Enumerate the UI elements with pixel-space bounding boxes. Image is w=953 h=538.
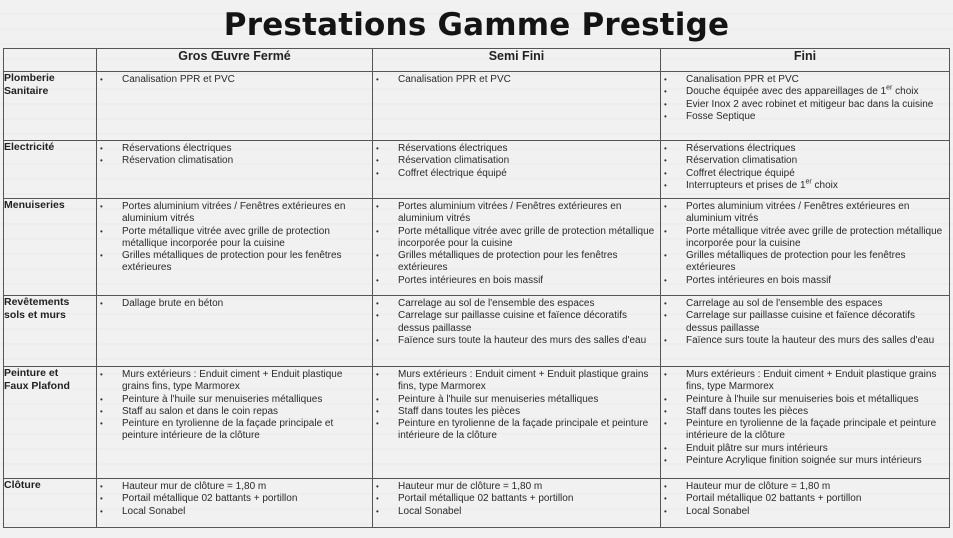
bullet-list bbox=[97, 199, 372, 275]
bullet-list bbox=[373, 479, 660, 518]
table-row-peinture bbox=[4, 367, 950, 479]
bullet-list bbox=[661, 199, 949, 287]
list-item: • Murs extérieurs : Enduit ciment + Enduit plastique grains fins, type Marmorex bbox=[97, 369, 372, 394]
row-label-peinture bbox=[4, 367, 97, 479]
bullet-list bbox=[661, 479, 949, 518]
list-item: • Portes aluminium vitrées / Fenêtres extérieures en aluminium vitrés bbox=[661, 201, 949, 226]
list-item: • Portes aluminium vitrées / Fenêtres extérieures en aluminium vitrés bbox=[97, 201, 372, 226]
list-item: • Enduit plâtre sur murs intérieurs bbox=[661, 443, 949, 455]
row-label-plomberie bbox=[4, 72, 97, 141]
header-corner-cell bbox=[4, 49, 97, 72]
list-item: • Faïence surs toute la hauteur des murs des salles d'eau bbox=[373, 335, 660, 347]
list-item: • Staff au salon et dans le coin repas bbox=[97, 406, 372, 418]
row-label-line: Plomberie bbox=[4, 72, 55, 84]
bullet-list bbox=[373, 141, 660, 180]
list-item: • Peinture à l'huile sur menuiseries métalliques bbox=[373, 394, 660, 406]
list-item: • Local Sonabel bbox=[373, 506, 660, 518]
list-item: • Carrelage sur paillasse cuisine et faïence décoratifs dessus paillasse bbox=[373, 310, 660, 335]
list-item: • Staff dans toutes les pièces bbox=[661, 406, 949, 418]
list-item: • Peinture Acrylique finition soignée sur murs intérieurs bbox=[661, 455, 949, 467]
cell-peinture-fini bbox=[661, 367, 950, 479]
bullet-list bbox=[373, 72, 660, 86]
row-label-line: sols et murs bbox=[4, 309, 66, 321]
list-item: • Faïence surs toute la hauteur des murs des salles d'eau bbox=[661, 335, 949, 347]
list-item: • Hauteur mur de clôture = 1,80 m bbox=[373, 481, 660, 493]
row-label-electricite bbox=[4, 141, 97, 199]
list-item: • Canalisation PPR et PVC bbox=[661, 74, 949, 86]
list-item: • Portail métallique 02 battants + portillon bbox=[373, 493, 660, 505]
table-row-menuiseries bbox=[4, 199, 950, 296]
list-item: • Dallage brute en béton bbox=[97, 298, 372, 310]
list-item: • Grilles métalliques de protection pour les fenêtres extérieures bbox=[373, 250, 660, 275]
table-row-plomberie bbox=[4, 72, 950, 141]
list-item: • Interrupteurs et prises de 1er choix bbox=[661, 180, 949, 192]
column-header-gros-oeuvre: Gros Œuvre Fermé bbox=[97, 49, 373, 72]
list-item: • Réservations électriques bbox=[661, 143, 949, 155]
row-label-revetements bbox=[4, 296, 97, 367]
bullet-list bbox=[373, 296, 660, 347]
cell-electricite-semi-fini bbox=[373, 141, 661, 199]
bullet-list bbox=[661, 296, 949, 347]
cell-electricite-fini bbox=[661, 141, 950, 199]
cell-plomberie-fini bbox=[661, 72, 950, 141]
bullet-list bbox=[661, 367, 949, 467]
list-item: • Murs extérieurs : Enduit ciment + Enduit plastique grains fins, type Marmorex bbox=[661, 369, 949, 394]
bullet-list bbox=[373, 367, 660, 443]
list-item: • Canalisation PPR et PVC bbox=[97, 74, 372, 86]
list-item: • Peinture en tyrolienne de la façade principale et peinture intérieure de la clôture bbox=[97, 418, 372, 443]
cell-revetements-semi-fini bbox=[373, 296, 661, 367]
cell-electricite-gros-oeuvre bbox=[97, 141, 373, 199]
table-row-revetements bbox=[4, 296, 950, 367]
list-item: • Grilles métalliques de protection pour les fenêtres extérieures bbox=[661, 250, 949, 275]
row-label-line: Clôture bbox=[4, 479, 41, 491]
row-label-line: Menuiseries bbox=[4, 199, 65, 211]
cell-cloture-semi-fini bbox=[373, 479, 661, 528]
row-label-line: Sanitaire bbox=[4, 85, 49, 97]
cell-peinture-semi-fini bbox=[373, 367, 661, 479]
row-label-line: Electricité bbox=[4, 141, 55, 153]
list-item: • Coffret électrique équipé bbox=[373, 168, 660, 180]
list-item: • Canalisation PPR et PVC bbox=[373, 74, 660, 86]
cell-cloture-fini bbox=[661, 479, 950, 528]
cell-plomberie-semi-fini bbox=[373, 72, 661, 141]
list-item: • Staff dans toutes les pièces bbox=[373, 406, 660, 418]
list-item: • Réservation climatisation bbox=[373, 155, 660, 167]
cell-revetements-fini bbox=[661, 296, 950, 367]
bullet-list bbox=[661, 72, 949, 123]
list-item: • Réservation climatisation bbox=[97, 155, 372, 167]
list-item: • Réservation climatisation bbox=[661, 155, 949, 167]
list-item: • Porte métallique vitrée avec grille de protection métallique incorporée pour la cuisine bbox=[661, 226, 949, 251]
prestations-table bbox=[3, 48, 950, 528]
cell-peinture-gros-oeuvre bbox=[97, 367, 373, 479]
list-item: • Carrelage au sol de l'ensemble des espaces bbox=[373, 298, 660, 310]
list-item: • Local Sonabel bbox=[97, 506, 372, 518]
list-item: • Carrelage au sol de l'ensemble des espaces bbox=[661, 298, 949, 310]
row-label-line: Revêtements bbox=[4, 296, 70, 308]
row-label-menuiseries bbox=[4, 199, 97, 296]
list-item: • Peinture à l'huile sur menuiseries métalliques bbox=[97, 394, 372, 406]
cell-menuiseries-fini bbox=[661, 199, 950, 296]
bullet-list bbox=[373, 199, 660, 287]
row-label-line: Peinture et bbox=[4, 367, 59, 379]
list-item: • Portes intérieures en bois massif bbox=[373, 275, 660, 287]
list-item: • Hauteur mur de clôture = 1,80 m bbox=[97, 481, 372, 493]
column-header-semi-fini: Semi Fini bbox=[373, 49, 661, 72]
list-item: • Evier Inox 2 avec robinet et mitigeur bac dans la cuisine bbox=[661, 99, 949, 111]
list-item: • Porte métallique vitrée avec grille de protection métallique incorporée pour la cuisine bbox=[373, 226, 660, 251]
list-item: • Carrelage sur paillasse cuisine et faïence décoratifs dessus paillasse bbox=[661, 310, 949, 335]
cell-cloture-gros-oeuvre bbox=[97, 479, 373, 528]
table-row-electricite bbox=[4, 141, 950, 199]
row-label-line: Faux Plafond bbox=[4, 380, 70, 392]
list-item: • Murs extérieurs : Enduit ciment + Enduit plastique grains fins, type Marmorex bbox=[373, 369, 660, 394]
list-item: • Porte métallique vitrée avec grille de protection métallique incorporée pour la cuisine bbox=[97, 226, 372, 251]
list-item: • Portes aluminium vitrées / Fenêtres extérieures en aluminium vitrés bbox=[373, 201, 660, 226]
table-row-cloture bbox=[4, 479, 950, 528]
bullet-list bbox=[97, 479, 372, 518]
list-item: • Peinture à l'huile sur menuiseries bois et métalliques bbox=[661, 394, 949, 406]
list-item: • Grilles métalliques de protection pour les fenêtres extérieures bbox=[97, 250, 372, 275]
list-item: • Portes intérieures en bois massif bbox=[661, 275, 949, 287]
bullet-list bbox=[97, 367, 372, 443]
page-title: Prestations Gamme Prestige bbox=[223, 7, 730, 43]
column-header-fini: Fini bbox=[661, 49, 950, 72]
bullet-list bbox=[97, 141, 372, 168]
cell-plomberie-gros-oeuvre bbox=[97, 72, 373, 141]
list-item: • Peinture en tyrolienne de la façade principale et peinture intérieure de la clôture bbox=[373, 418, 660, 443]
list-item: • Hauteur mur de clôture = 1,80 m bbox=[661, 481, 949, 493]
row-label-cloture bbox=[4, 479, 97, 528]
list-item: • Local Sonabel bbox=[661, 506, 949, 518]
bullet-list bbox=[661, 141, 949, 192]
cell-revetements-gros-oeuvre bbox=[97, 296, 373, 367]
list-item: • Réservations électriques bbox=[373, 143, 660, 155]
cell-menuiseries-semi-fini bbox=[373, 199, 661, 296]
list-item: • Douche équipée avec des appareillages de 1er choix bbox=[661, 86, 949, 98]
list-item: • Peinture en tyrolienne de la façade principale et peinture intérieure de la clôture bbox=[661, 418, 949, 443]
list-item: • Portail métallique 02 battants + portillon bbox=[97, 493, 372, 505]
cell-menuiseries-gros-oeuvre bbox=[97, 199, 373, 296]
bullet-list bbox=[97, 72, 372, 86]
list-item: • Portail métallique 02 battants + portillon bbox=[661, 493, 949, 505]
list-item: • Coffret électrique équipé bbox=[661, 168, 949, 180]
bullet-list bbox=[97, 296, 372, 310]
table-header-row bbox=[4, 49, 950, 72]
list-item: • Fosse Septique bbox=[661, 111, 949, 123]
list-item: • Réservations électriques bbox=[97, 143, 372, 155]
